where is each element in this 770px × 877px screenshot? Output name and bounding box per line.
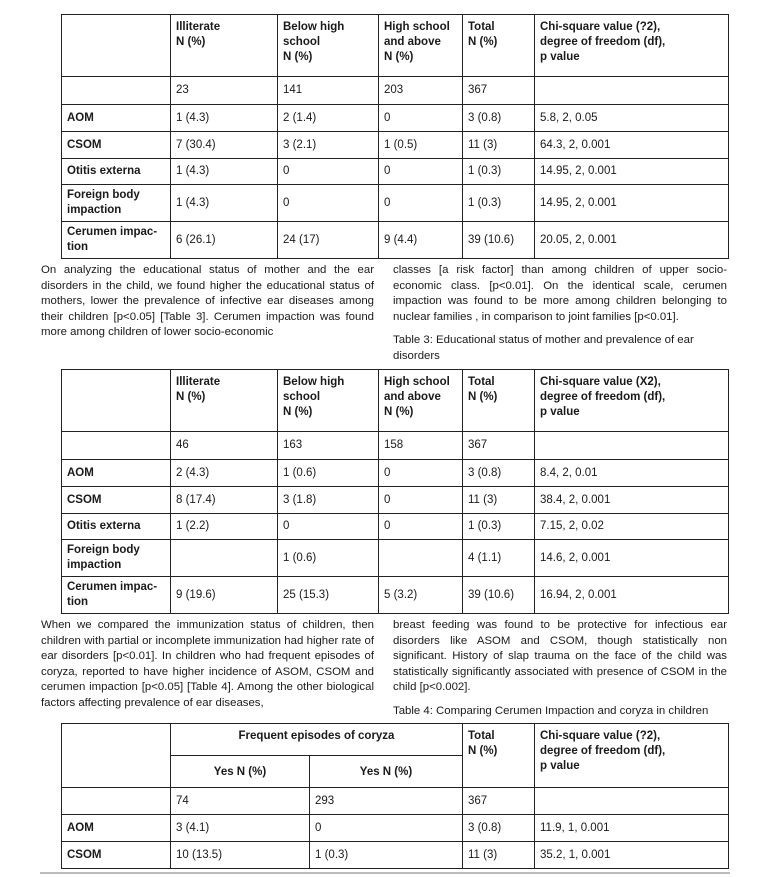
table-cell: 367	[463, 432, 535, 460]
table-4-caption: Table 4: Comparing Cerumen Impaction and coryza in children	[393, 705, 709, 717]
table-cell: 1 (0.3)	[463, 514, 535, 540]
table-cell: 0	[278, 514, 379, 540]
table-row	[62, 788, 729, 815]
table-cell: 14.95, 2, 0.001	[535, 159, 729, 185]
table-row	[62, 185, 729, 222]
table-cell: 1 (4.3)	[171, 185, 278, 222]
t2-header-cell: Below high school N (%)	[278, 15, 379, 77]
table-cell: 11 (3)	[463, 132, 535, 159]
table-cell: 203	[379, 77, 463, 105]
table-row	[62, 432, 729, 460]
table-cell: 9 (4.4)	[379, 222, 463, 259]
table-cell: 7 (30.4)	[171, 132, 278, 159]
table-cell: 39 (10.6)	[463, 577, 535, 614]
row-label: CSOM	[62, 487, 171, 514]
t3-header-cell: Total N (%)	[463, 370, 535, 432]
table-cell: 3 (0.8)	[463, 815, 535, 842]
table-cell: 367	[463, 788, 535, 815]
table-row	[62, 460, 729, 487]
t2-header-cell: Illiterate N (%)	[171, 15, 278, 77]
table-cell: 64.3, 2, 0.001	[535, 132, 729, 159]
table-cell: 3 (1.8)	[278, 487, 379, 514]
table-educational-status-mother	[61, 369, 729, 614]
table-row	[62, 842, 729, 869]
table-cell: 0	[379, 105, 463, 132]
table-cell: 0	[379, 460, 463, 487]
table-cell: 7.15, 2, 0.02	[535, 514, 729, 540]
table-row	[62, 487, 729, 514]
t3-header-cell	[62, 370, 171, 432]
table-cell: 11.9, 1, 0.001	[535, 815, 729, 842]
paragraph-left-1: On analyzing the educational status of mother and the ear disorders in the child, we found higher the educational status of mothers, lower the prevalence of infective ear diseases among their children [p<0.05] [Table 3]. Cerumen impaction was found more among children of lower socio-economic	[41, 264, 374, 338]
row-label: Otitis externa	[62, 159, 171, 185]
table-cell: 4 (1.1)	[463, 540, 535, 577]
table-cell: 35.2, 1, 0.001	[535, 842, 729, 869]
table-3-caption: Table 3: Educational status of mother and prevalence of ear disorders	[393, 334, 694, 362]
page-bottom-rule	[40, 872, 730, 874]
table-cell: 2 (4.3)	[171, 460, 278, 487]
table-row	[62, 132, 729, 159]
table-row	[62, 540, 729, 577]
table-cell	[535, 788, 729, 815]
table-cell: 3 (2.1)	[278, 132, 379, 159]
row-label: CSOM	[62, 842, 171, 869]
table-cell: 1 (4.3)	[171, 105, 278, 132]
row-label	[62, 77, 171, 105]
row-label: Foreign body impaction	[62, 185, 171, 222]
table4-corner-cell	[62, 724, 171, 788]
table4-subheader-yes-2: Yes N (%)	[310, 756, 463, 788]
table-cell: 2 (1.4)	[278, 105, 379, 132]
table-cell: 158	[379, 432, 463, 460]
table-cell: 0	[278, 185, 379, 222]
row-label: Cerumen impac- tion	[62, 222, 171, 259]
table-row	[62, 222, 729, 259]
table-cell: 1 (0.5)	[379, 132, 463, 159]
table-cell: 24 (17)	[278, 222, 379, 259]
table4-chi-header: Chi-square value (?2), degree of freedom (df), p value	[535, 724, 729, 788]
table-cell: 1 (0.6)	[278, 460, 379, 487]
table-cell: 74	[171, 788, 310, 815]
table-cell: 5.8, 2, 0.05	[535, 105, 729, 132]
row-label	[62, 432, 171, 460]
table-cell: 25 (15.3)	[278, 577, 379, 614]
paragraph-left-2: When we compared the immunization status of children, then children with partial or incomplete immunization had higher rate of ear disorders [p<0.01]. In children who had frequent episodes of coryza, reported to have higher incidence of ASOM, CSOM and cerumen impaction [p<0.05] [Table 4]. Among the other biological factors affecting prevalence of ear diseases,	[41, 619, 374, 709]
t3-header-cell: Illiterate N (%)	[171, 370, 278, 432]
table-cell: 20.05, 2, 0.001	[535, 222, 729, 259]
paragraph-right-2: breast feeding was found to be protective for infectious ear disorders like ASOM and CSOM, though statistically non significant. History of slap trauma on the face of the child was statistically significantly associated with presence of CSOM in the child [p<0.002].	[393, 619, 727, 693]
table-cell: 3 (0.8)	[463, 105, 535, 132]
table-row	[62, 105, 729, 132]
table-cell: 293	[310, 788, 463, 815]
t2-header-cell: High school and above N (%)	[379, 15, 463, 77]
table-educational-status-father	[61, 14, 729, 259]
table-cell: 11 (3)	[463, 842, 535, 869]
table-cell: 1 (0.3)	[463, 159, 535, 185]
table-cell: 1 (2.2)	[171, 514, 278, 540]
table4-group-header: Frequent episodes of coryza	[171, 724, 463, 756]
table-cell	[379, 540, 463, 577]
table-cell: 1 (0.3)	[463, 185, 535, 222]
table-cell: 10 (13.5)	[171, 842, 310, 869]
table-cell: 0	[379, 514, 463, 540]
table-cell: 8.4, 2, 0.01	[535, 460, 729, 487]
table4-subheader-yes-1: Yes N (%)	[171, 756, 310, 788]
table-cell: 0	[379, 185, 463, 222]
t3-header-cell: Below high school N (%)	[278, 370, 379, 432]
table-row	[62, 815, 729, 842]
table-cell: 14.95, 2, 0.001	[535, 185, 729, 222]
t2-header-cell: Chi-square value (?2), degree of freedom (df), p value	[535, 15, 729, 77]
table-cell: 39 (10.6)	[463, 222, 535, 259]
table-cell: 46	[171, 432, 278, 460]
table-cell	[535, 77, 729, 105]
table4-total-header: Total N (%)	[463, 724, 535, 788]
row-label: Cerumen impac- tion	[62, 577, 171, 614]
table-cell: 3 (4.1)	[171, 815, 310, 842]
table-cell: 38.4, 2, 0.001	[535, 487, 729, 514]
row-label: AOM	[62, 460, 171, 487]
table-cell: 0	[278, 159, 379, 185]
table-cell: 5 (3.2)	[379, 577, 463, 614]
table-cell: 11 (3)	[463, 487, 535, 514]
row-label: AOM	[62, 815, 171, 842]
table-cell: 3 (0.8)	[463, 460, 535, 487]
table-row	[62, 514, 729, 540]
table-cell: 16.94, 2, 0.001	[535, 577, 729, 614]
table-row	[62, 77, 729, 105]
table-cell: 0	[379, 159, 463, 185]
table-cell: 0	[379, 487, 463, 514]
table-cell: 367	[463, 77, 535, 105]
t3-header-cell: Chi-square value (X2), degree of freedom (df), p value	[535, 370, 729, 432]
t2-header-cell: Total N (%)	[463, 15, 535, 77]
table-cell: 1 (4.3)	[171, 159, 278, 185]
paragraph-right-1: classes [a risk factor] than among children of upper socio-economic class. [p<0.01]. On the identical scale, cerumen impaction was found to be more among children belonging to nuclear families , in comparison to joint families [p<0.01].	[393, 264, 727, 323]
table-cell	[171, 540, 278, 577]
table-row	[62, 159, 729, 185]
row-label: Otitis externa	[62, 514, 171, 540]
table-cell: 0	[310, 815, 463, 842]
table-cell	[535, 432, 729, 460]
table-row	[62, 577, 729, 614]
t3-header-cell: High school and above N (%)	[379, 370, 463, 432]
table-cell: 1 (0.6)	[278, 540, 379, 577]
table-cell: 23	[171, 77, 278, 105]
table-cell: 9 (19.6)	[171, 577, 278, 614]
table-cell: 8 (17.4)	[171, 487, 278, 514]
row-label: Foreign body impaction	[62, 540, 171, 577]
table-cell: 6 (26.1)	[171, 222, 278, 259]
table-cell: 14.6, 2, 0.001	[535, 540, 729, 577]
t2-header-cell	[62, 15, 171, 77]
row-label: AOM	[62, 105, 171, 132]
table-cell: 163	[278, 432, 379, 460]
table-cell: 141	[278, 77, 379, 105]
table-coryza	[61, 723, 729, 869]
table-cell: 1 (0.3)	[310, 842, 463, 869]
row-label	[62, 788, 171, 815]
row-label: CSOM	[62, 132, 171, 159]
